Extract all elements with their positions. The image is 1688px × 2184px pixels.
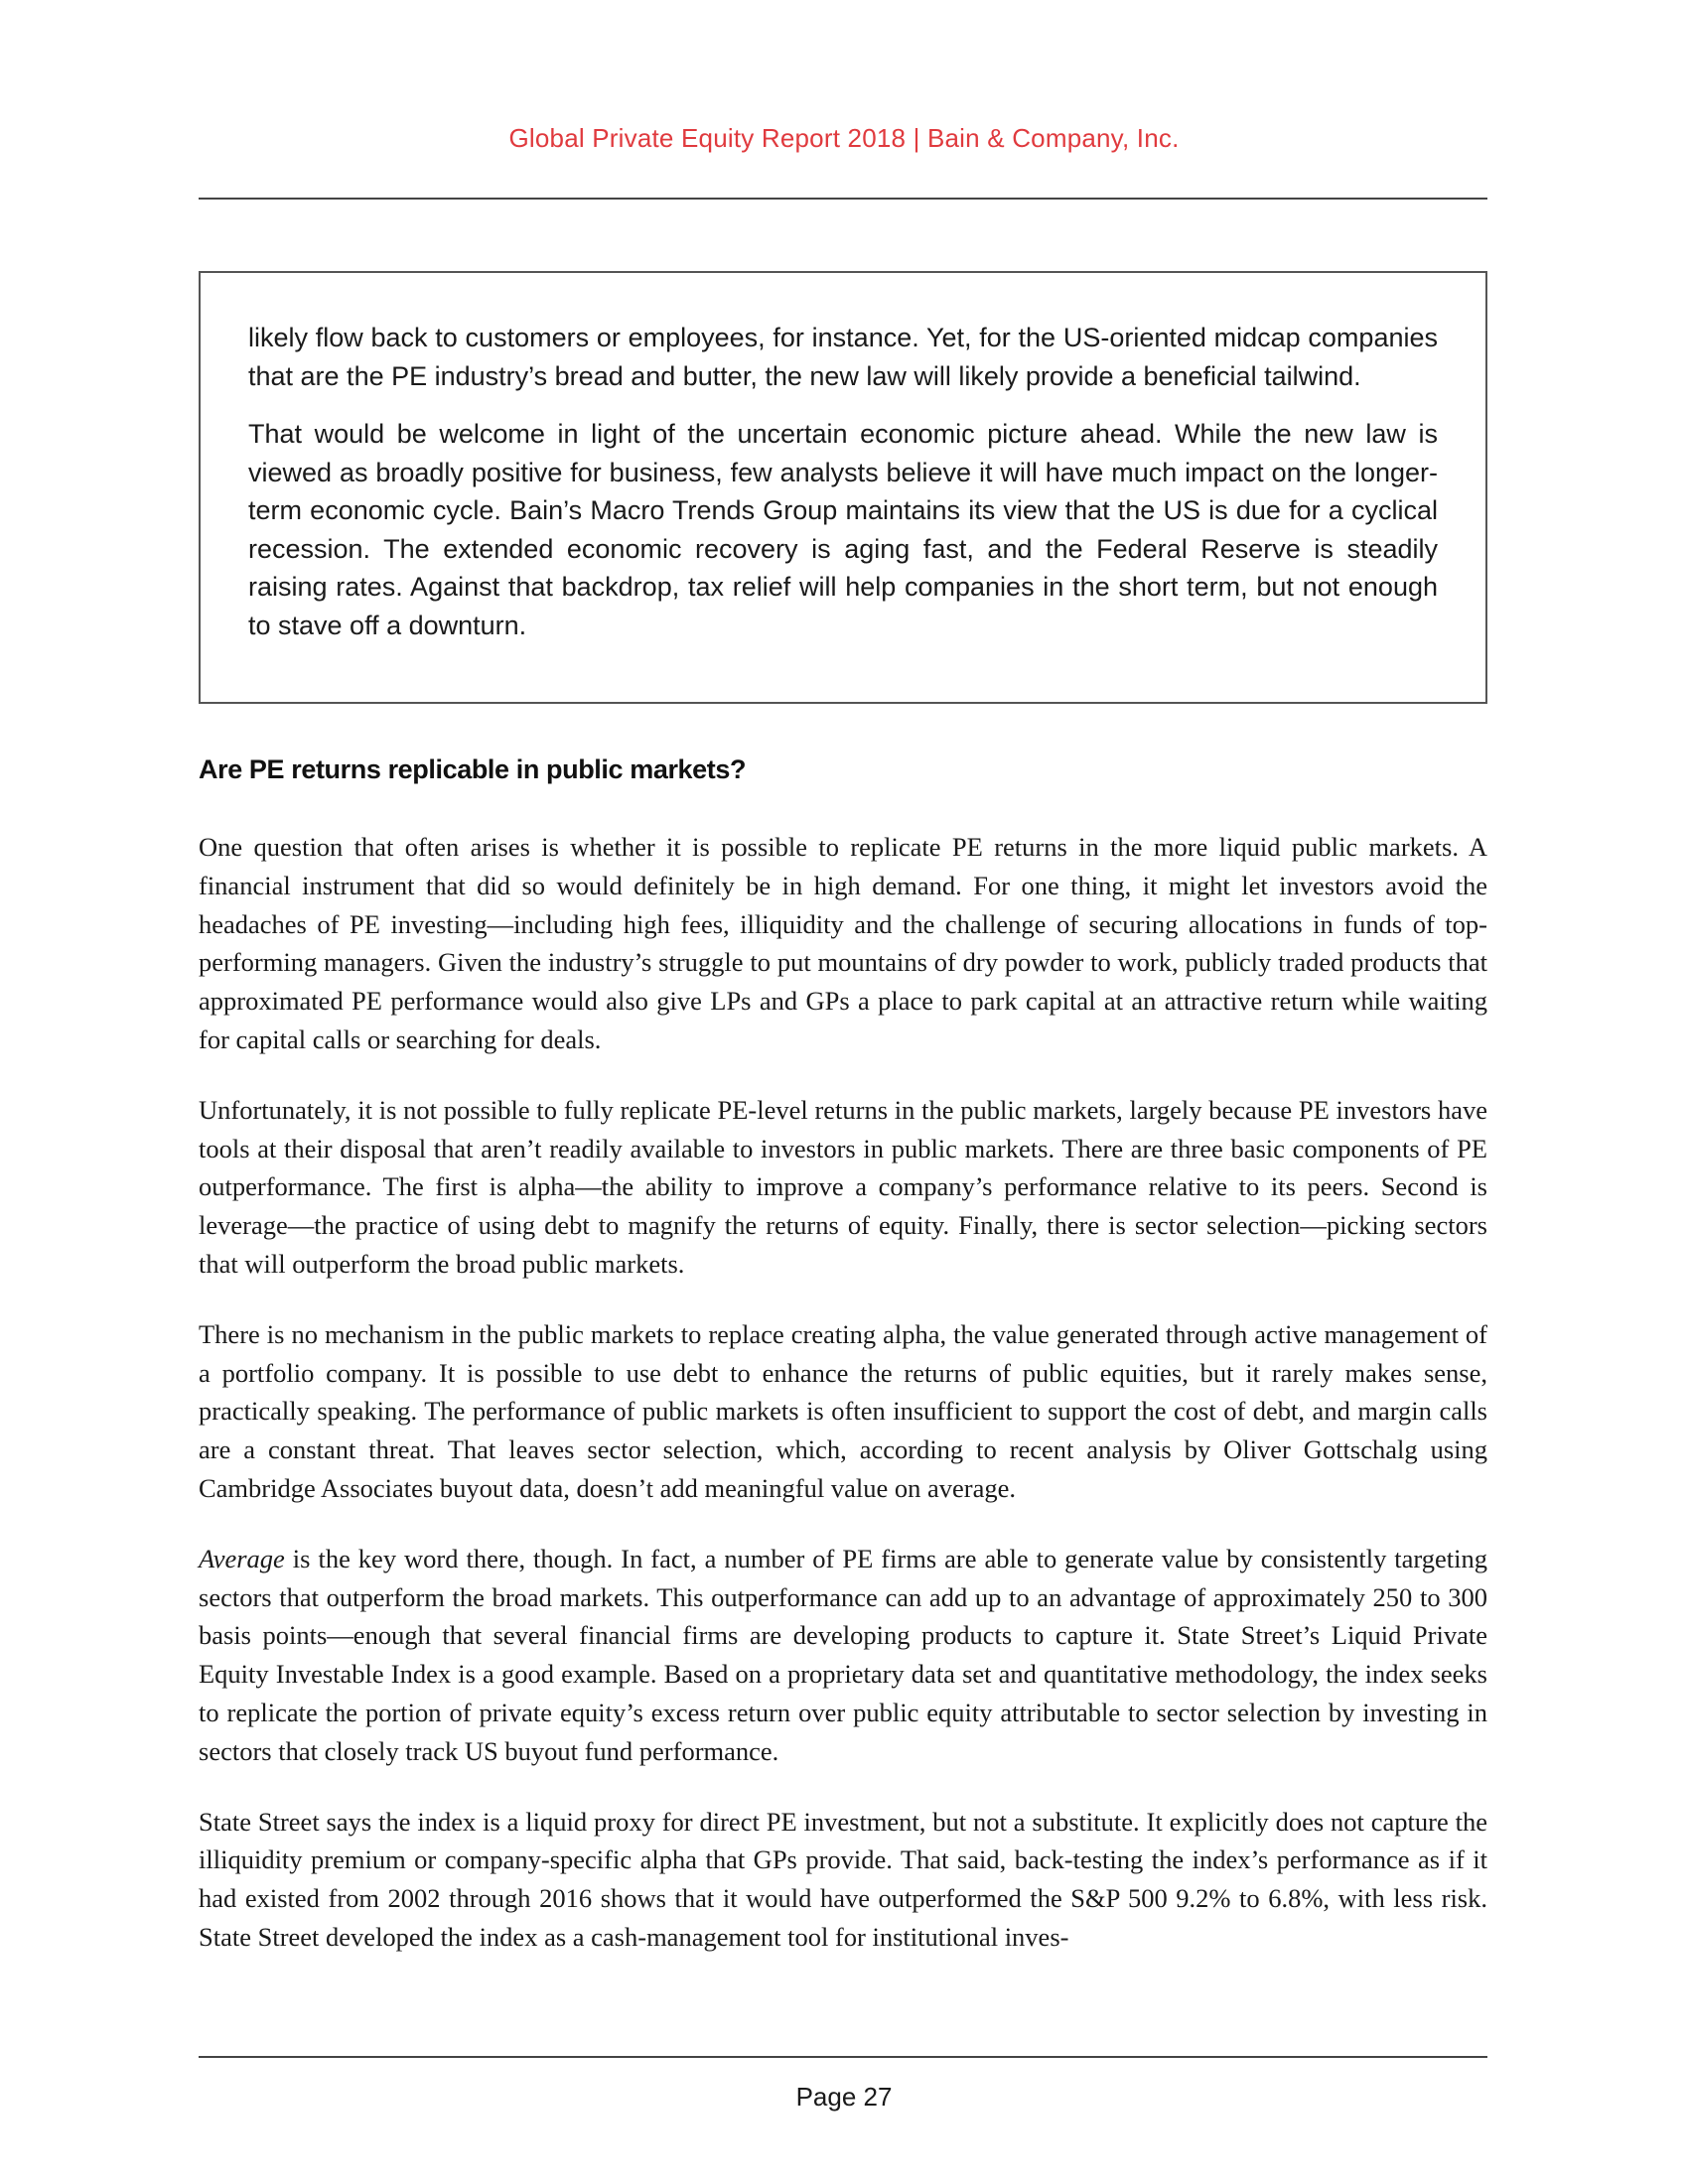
callout-box: [199, 271, 1487, 704]
body-paragraph-4-text: is the key word there, though. In fact, a number of PE firms are able to generate value by consistently targeting sectors that outperform the broad markets. This outperformance can add up to an advantage of approximately 250 to 300 basis points—enough that several financial firms are developing products to capture it. State Street’s Liquid Private Equity Investable Index is a good example. Based on a proprietary data set and quantitative methodology, the index seeks to replicate the portion of private equity’s excess return over public equity attributable to sector selection by investing in sectors that closely track US buyout fund performance.: [199, 1543, 1487, 1766]
body-paragraph-5: State Street says the index is a liquid proxy for direct PE investment, but not a substitute. It explicitly does not capture the illiquidity premium or company-specific alpha that GPs provide. That said, back-testing the index’s performance as if it had existed from 2002 through 2016 shows that it would have outperformed the S&P 500 9.2% to 6.8%, with less risk. State Street developed the index as a cash-management tool for institutional inves-: [199, 1806, 1487, 1952]
callout-paragraph-2: That would be welcome in light of the uncertain economic picture ahead. While the new law is viewed as broadly positive for business, few analysts believe it will have much impact on the longer-term economic cycle. Bain’s Macro Trends Group maintains its view that the US is due for a cyclical recession. The extended economic recovery is aging fast, and the Federal Reserve is steadily raising rates. Against that backdrop, tax relief will help companies in the short term, but not enough to stave off a downturn.: [248, 419, 1438, 640]
header-divider: [199, 198, 1487, 200]
body-paragraph-4: [199, 1540, 1487, 1771]
footer-divider: [199, 2056, 1487, 2058]
page-number: Page 27: [795, 2082, 893, 2112]
body-paragraph-3: There is no mechanism in the public markets to replace creating alpha, the value generated through active management of a portfolio company. It is possible to use debt to enhance the returns of public equities, but it rarely makes sense, practically speaking. The performance of public markets is often insufficient to support the cost of debt, and margin calls are a constant threat. That leaves sector selection, which, according to recent analysis by Oliver Gottschalg using Cambridge Associates buyout data, doesn’t add meaningful value on average.: [199, 1318, 1487, 1503]
body-paragraph-2: Unfortunately, it is not possible to fully replicate PE-level returns in the public markets, largely because PE investors have tools at their disposal that aren’t readily available to investors in public markets. There are three basic components of PE outperformance. The first is alpha—the ability to improve a company’s performance relative to its peers. Second is leverage—the practice of using debt to magnify the returns of equity. Finally, there is sector selection—picking sectors that will outperform the broad public markets.: [199, 1094, 1487, 1279]
emphasis-average: Average: [199, 1543, 285, 1573]
section-heading: Are PE returns replicable in public markets?: [199, 754, 747, 784]
callout-paragraph-1: likely flow back to customers or employees, for instance. Yet, for the US-oriented midcap companies that are the PE industry’s bread and butter, the new law will likely provide a beneficial tailwind.: [248, 323, 1438, 391]
body-paragraph-1: One question that often arises is whether it is possible to replicate PE returns in the more liquid public markets. A financial instrument that did so would definitely be in high demand. For one thing, it might let investors avoid the headaches of PE investing—including high fees, illiquidity and the challenge of securing allocations in funds of top-performing managers. Given the industry’s struggle to put mountains of dry powder to work, publicly traded products that approximated PE performance would also give LPs and GPs a place to park capital at an attractive return while waiting for capital calls or searching for deals.: [199, 832, 1487, 1054]
running-header: Global Private Equity Report 2018 | Bain & Company, Inc.: [508, 123, 1180, 153]
body-text: [199, 828, 1487, 1988]
